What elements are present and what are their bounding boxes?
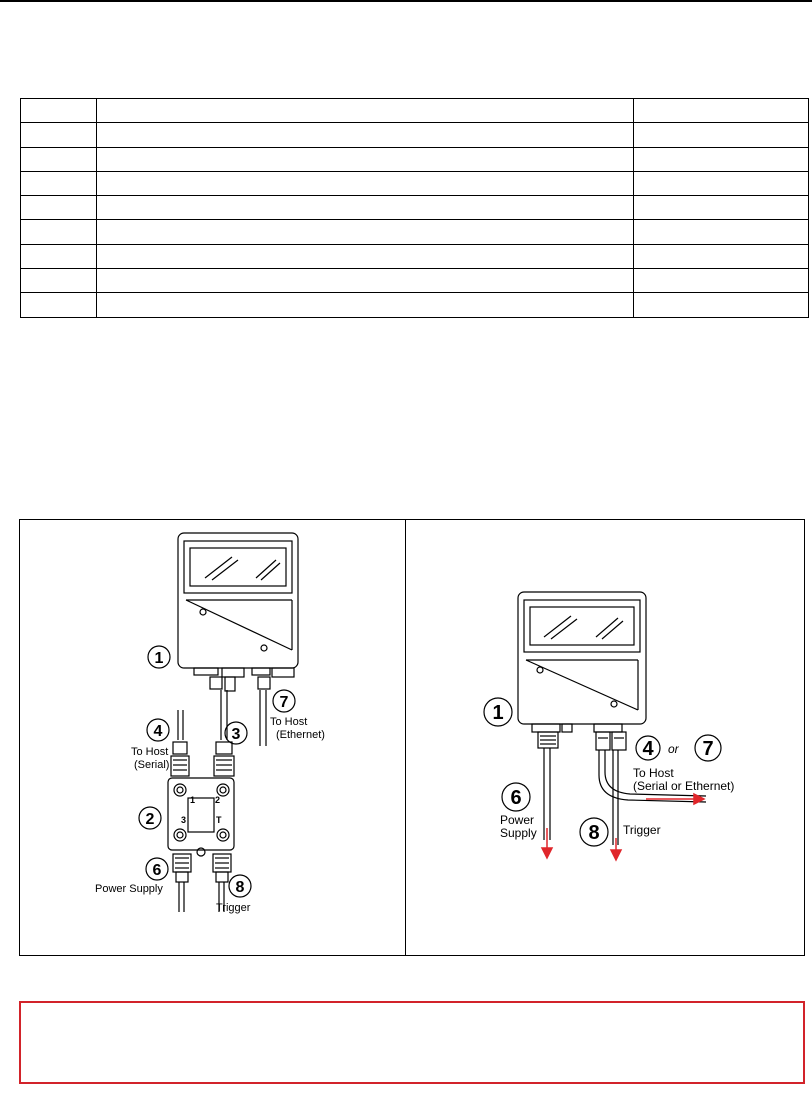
callout-3: 3 [231, 726, 241, 743]
callout-1: 1 [154, 650, 164, 667]
table-cell [21, 196, 97, 220]
table-cell [634, 123, 809, 147]
table-cell [21, 171, 97, 195]
table-cell [97, 171, 634, 195]
label-trigger-right: Trigger [623, 823, 661, 837]
table-cell [634, 171, 809, 195]
trigger-arrow-head [611, 850, 621, 860]
note-box [19, 1001, 805, 1084]
label-supply: Supply [500, 826, 537, 840]
table-row [21, 123, 809, 147]
table-cell [21, 293, 97, 317]
table-cell [634, 99, 809, 123]
table-cell [634, 293, 809, 317]
callout-7: 7 [279, 694, 289, 711]
label-trigger: Trigger [216, 902, 251, 914]
callout-8: 8 [235, 879, 245, 896]
callout-4-right: 4 [642, 738, 654, 760]
table-row [21, 99, 809, 123]
table-cell [97, 220, 634, 244]
callout-1-right: 1 [492, 702, 504, 724]
table-cell [21, 244, 97, 268]
callout-2: 2 [145, 811, 155, 828]
callout-6-right: 6 [510, 787, 522, 809]
port-2-label: 2 [215, 795, 221, 805]
table-row [21, 196, 809, 220]
table-cell [97, 147, 634, 171]
callout-4: 4 [153, 723, 163, 740]
table-row [21, 171, 809, 195]
table-row [21, 269, 809, 293]
label-serial: (Serial) [134, 759, 170, 771]
table-cell [634, 269, 809, 293]
table-cell [97, 196, 634, 220]
table-row [21, 220, 809, 244]
table-cell [21, 123, 97, 147]
label-power: Power [500, 813, 535, 827]
table-cell [97, 293, 634, 317]
table-cell [634, 244, 809, 268]
parts-table [20, 98, 809, 318]
table-cell [21, 269, 97, 293]
header-rule [0, 0, 812, 2]
label-power-supply: Power Supply [95, 883, 163, 895]
callout-6: 6 [152, 862, 162, 879]
table-row [21, 244, 809, 268]
label-to-host-serial: To Host [131, 746, 169, 758]
table-cell [21, 220, 97, 244]
right-connection-diagram [406, 520, 804, 955]
table-cell [634, 196, 809, 220]
label-to-host-right: To Host [633, 766, 674, 780]
left-connection-diagram [20, 520, 405, 955]
table-row [21, 147, 809, 171]
table-row [21, 293, 809, 317]
power-arrow-head [542, 848, 552, 858]
port-3-label: 3 [181, 815, 187, 825]
table-cell [21, 147, 97, 171]
table-cell [21, 99, 97, 123]
label-to-host-ethernet: To Host [270, 716, 308, 728]
table-cell [97, 244, 634, 268]
table-cell [97, 269, 634, 293]
callout-8-right: 8 [588, 822, 600, 844]
table-cell [97, 123, 634, 147]
table-cell [634, 220, 809, 244]
table-cell [97, 99, 634, 123]
callout-7-right: 7 [702, 738, 714, 760]
table-cell [634, 147, 809, 171]
label-serial-or-ethernet: (Serial or Ethernet) [633, 779, 735, 793]
label-ethernet: (Ethernet) [276, 729, 325, 741]
port-t-label: T [216, 815, 222, 825]
label-or: or [668, 742, 679, 756]
port-1-label: 1 [190, 795, 196, 805]
